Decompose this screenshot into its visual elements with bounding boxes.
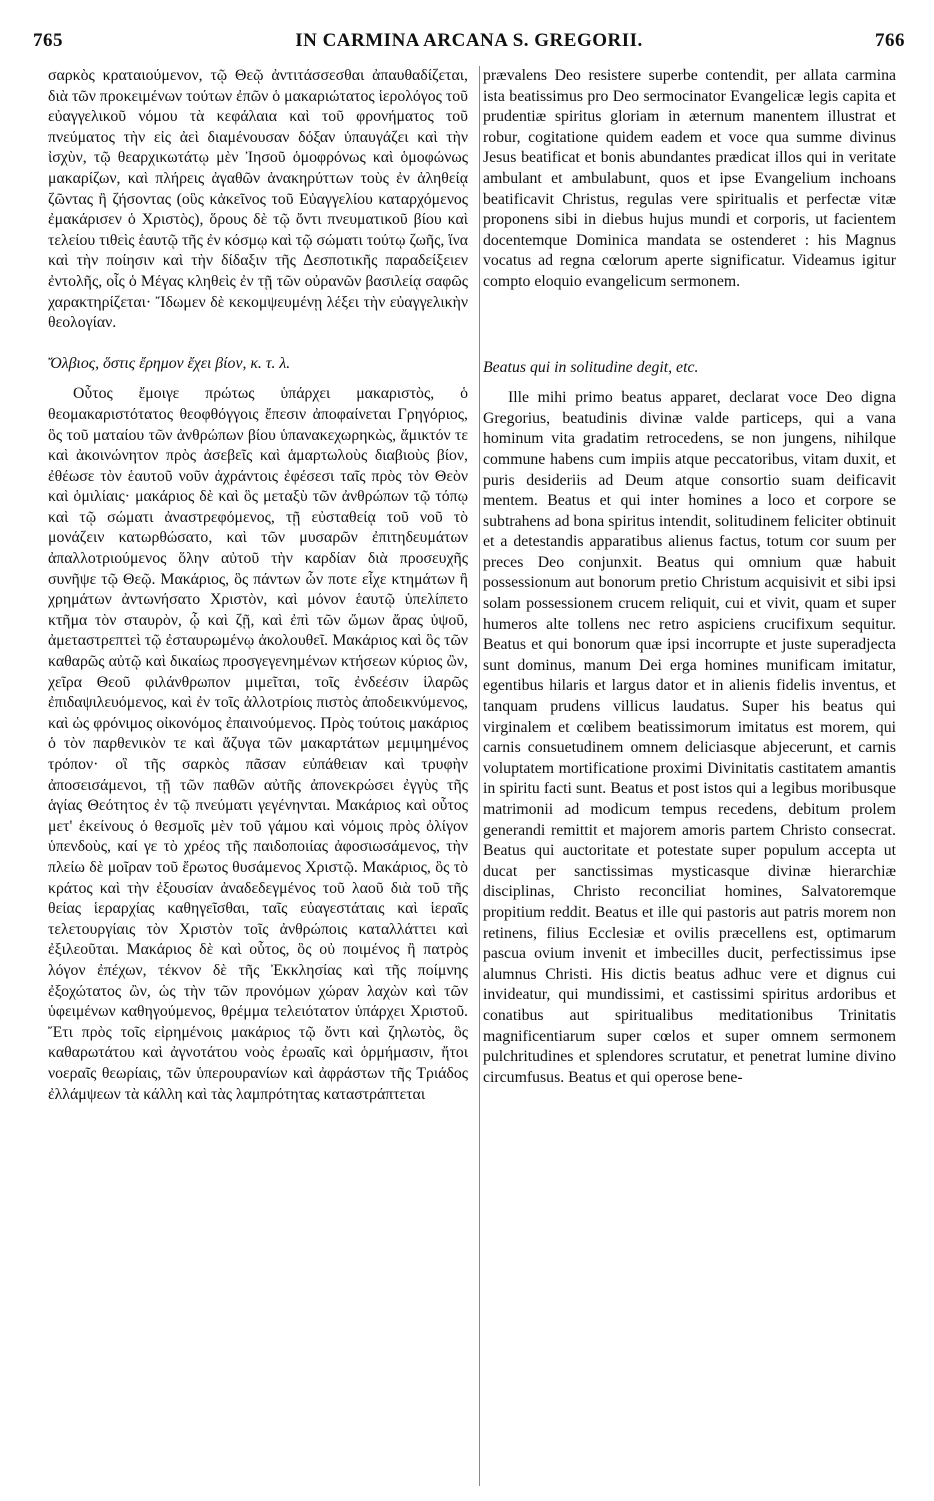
latin-incipit: Beatus qui in solitudine degit, etc. bbox=[483, 358, 699, 376]
greek-incipit: Ὄλβιος, ὅστις ἔρημον ἔχει βίον, κ. τ. λ. bbox=[48, 354, 291, 372]
latin-paragraph-2: Ille mihi primo beatus apparet, declarat voce Deo digna Gregorius, beatudinis divinæ valde particeps, qui a vana hominum vita gradatim retrocedens, se non jungens, nihilque commune habens cum impiis atque peccatoribus, vitam duxit, et puris desideriis ad Deum atque consortio suam deificavit mentem. Beatus et qui inter homines a loco et corpore se subtrahens ad bona spiritus intendit, solitudinem feliciter obtinuit et a detestandis apparatibus alienus factus, totum cor suum per preces Deo conjunxit. Beatus qui omnium quæ habuit possessionum aut bonorum pretio Christum acquisivit et sibi ipsi solam possessionem crucem reliquit, cui et vivit, quam et super humeros alte tollens nec retro aspiciens crucifixum sequitur. Beatus et qui bonorum quæ ipsi incorrupte et juste superadjecta sunt dominus, manum Dei erga homines munificam imitatur, egentibus hilaris et largus dator et in alienis fidelis inventus, et tanquam prudens villicus laudatus. Super his beatus qui virginalem et cœlibem beatissimorum imitatus est morem, qui carnis consuetudinem omnem deliciasque abjecerunt, et carnis voluptatem mortificatione proximi Divinitatis castitatem amantis in spiritu facti sunt. Beatus et post istos qui a legibus moribusque matrimonii ad modicum tempus recedens, debitum prolem generandi remittit et majorem amoris partem Christo consecrat. Beatus qui auctoritate et potestate super populum accepta ut ducat per sanctissimas mysticasque divinæ hierarchiæ disciplinas, Christo reconciliat homines, Salvatoremque propitium reddit. Beatus et ille qui pastoris aut patris morem non retinens, filius Ecclesiæ et ovilis præcellens est, optimarum pascua ovium invenit et imbecilles ducit, perfectissimus ipse alumnus Christi. His dictis beatus adhuc vere et dignus cui invideatur, qui mundissimi, et castissimi spiritus ardoribus et conatibus aut spiritualibus meditationibus Trinitatis magnificentiarum super cœlos et super omnem sermonem pulchritudines et splendores scrutatur, et penetrat lumine divino circumfusus. Beatus et qui operose bene- bbox=[483, 389, 896, 1086]
page-header bbox=[33, 30, 905, 56]
page-number-left: 765 bbox=[33, 30, 63, 51]
running-head: IN CARMINA ARCANA S. GREGORII. bbox=[295, 30, 643, 51]
greek-column bbox=[48, 66, 468, 1105]
page-number-right: 766 bbox=[875, 30, 905, 51]
latin-paragraph-1: prævalens Deo resistere superbe contendit, per allata carmina ista beatissimus pro Deo sermocinator Evangelicæ legis capita et prudentiæ spiritus gloriam in æternum manentem illustrat et robur, cogitatione quidem eadem et voce qua summe divinus Jesus beatificat et bonis abundantes prædicat illos qui in veritate ambulant et ambulabunt, quos et ipse Evangelium inchoans beatificavit Christus, regulas vere spiritualis et perfectæ vitæ proponens sibi in diebus hujus mundi et corporis, ut facientem docentemque Dominica mandata se ostenderet : his Magnus vocatus ad regna cœlorum aperte significatur. Videamus igitur compto eloquio evangelicum sermonem. bbox=[483, 67, 896, 290]
latin-column bbox=[483, 66, 896, 1088]
greek-paragraph-2: Οὗτος ἔμοιγε πρώτως ὑπάρχει μακαριστὸς, ὁ θεομακαριστότατος θεοφθόγγοις ἔπεσιν ἀποφαίνεται Γρηγόριος, ὃς τοῦ ματαίου τῶν ἀνθρώπων βίου ὑπανακεχωρηκὼς, ἄμικτόν τε καὶ ἀκοινώνητον πρὸς ἀσεβεῖς καὶ ἁμαρτωλοὺς διαβιοὺς βίον, ἐθέωσε τὸν ἑαυτοῦ νοῦν ἀχράντοις ἐφέσεσι ταῖς πρὸς τὸν Θεὸν καὶ ὁμιλίαις· μακάριος δὲ καὶ ὃς μεταξὺ τῶν ἀνθρώπων τῷ τόπῳ καὶ τῷ σώματι ἀναστρεφόμενος, τῇ εὐσταθείᾳ τοῦ νοῦ τὸ μονάζειν κατωρθώσατο, καὶ τῶν μυσαρῶν ἐπιτηδευμάτων ἀπαλλοτριούμενος ὅλην αὐτοῦ τὴν καρδίαν διὰ προσευχῆς συνῆψε τῷ Θεῷ. Μακάριος, ὃς πάντων ὧν ποτε εἶχε κτημάτων ἢ χρημάτων ἀντωνήσατο Χριστὸν, καὶ μόνον ἑαυτῷ ὑπελίπετο κτῆμα τὸν σταυρὸν, ᾧ καὶ ζῇ, καὶ ἐπὶ τῶν ὤμων ἄρας ὑψοῦ, ἀμεταστρεπτεὶ τῷ ἐσταυρωμένῳ ἀκολουθεῖ. Μακάριος καὶ ὃς τῶν καθαρῶς αὐτῷ καὶ δικαίως προσγεγενημένων κτήσεων κύριος ὢν, χεῖρα Θεοῦ φιλάνθρωπον μιμεῖται, τοῖς ἐνδεέσιν ἱλαρῶς ἐπιδαψιλευόμενος, καὶ ἐν τοῖς ἀλλοτρίοις πιστὸς ἀποδεικνύμενος, καὶ ὡς φρόνιμος οἰκονόμος ἐπαινούμενος. Πρὸς τούτοις μακάριος ὁ τὸν παρθενικὸν τε καὶ ἄζυγα τῶν μακαρτάτων μεμιμημένος τρόπον· οἳ τῆς σαρκὸς πᾶσαν εὐπάθειαν καὶ τρυφὴν ἀποσεισάμενοι, τῇ τῶν παθῶν αὐτῆς ἀπονεκρώσει ἐγγὺς τῆς ἁγίας Θεότητος ἐν τῷ πνεύματι γεγένηνται. Μακάριος καὶ οὗτος μετ' ἐκείνους ὁ θεσμοῖς μὲν τοῦ γάμου καὶ νόμοις πρὸς ὀλίγον ὑπενδοὺς, καί γε τὸ χρέος τῆς παιδοποιίας ἀφοσιωσάμενος, τὴν πλείω δὲ μοῖραν τοῦ ἔρωτος θυσάμενος Χριστῷ. Μακάριος, ὃς τὸ κράτος καὶ τὴν ἐξουσίαν ἀναδεδεγμένος τοῦ λαοῦ διὰ τοῦ τῆς θείας ἱεραρχίας καθηγεῖσθαι, ταῖς εὐαγεστάταις καὶ ἱεραῖς τελετουργίαις τὸν Χριστὸν τοῖς ἀνθρώποις καταλλάττει καὶ ἐξιλεοῦται. Μακάριος δὲ καὶ οὗτος, ὃς οὐ ποιμένος ἢ πατρὸς λόγον ἐπέχων, τέκνον δὲ τῆς Ἐκκλησίας καὶ τῆς ποίμνης ἐξοχώτατος ὢν, ὡς τὴν τῶν προνόμων χώραν λαχὼν καὶ τῶν ὑφειμένων καθηγούμενος, θρέμμα τελειότατον ὑπάρχει Χριστοῦ. Ἔτι πρὸς τοῖς εἰρημένοις μακάριος τῷ ὄντι καὶ ζηλωτὸς, ὃς καθαρωτάτου καὶ ἀγνοτάτου νοὸς ἐρωαῖς καὶ ὁρμήμασιν, ἤτοι νοεραῖς θεωρίαις, τῶν ὑπερουρανίων καὶ ἀφράστων τῆς Τριάδος ἐλλάμψεων τὰ κάλλη καὶ τὰς λαμπρότητας καταστράπτεται bbox=[48, 385, 468, 1103]
column-divider bbox=[479, 66, 480, 1486]
greek-paragraph-1: σαρκὸς κραταιούμενον, τῷ Θεῷ ἀντιτάσσεσθαι ἀπαυθαδίζεται, διὰ τῶν προκειμένων τούτων ἐπῶν ὁ μακαριώτατος ἱερολόγος τοῦ εὐαγγελικοῦ νόμου τὰ κεφάλαια καὶ τοῦ φρονήματος τοῦ πνεύματος τὴν εἰς ἀεὶ διαμένουσαν δόξαν ὑπαυγάζει καὶ τὴν ἰσχὺν, τῷ θεαρχικωτάτῳ μὲν Ἰησοῦ ὁμοφρόνως καὶ ὁμοφώνως μακαρίζων, καὶ πλήρεις ἀγαθῶν ἀνακηρύττων τοὺς ἐν ἀληθείᾳ ζῶντας ἢ ζήσοντας (οὓς κἀκεῖνος τοῦ Εὐαγγελίου καταρχόμενος ἐμακάρισεν ὁ Χριστὸς), ὅρους δὲ τῷ ὄντι πνευματικοῦ βίου καὶ τελείου τιθεὶς ἑαυτῷ τῆς ἐν κόσμῳ καὶ τῷ σώματι τούτῳ ζωῆς, ἵνα καὶ τὴν ποίησιν καὶ τὴν δίδαξιν τῆς Δεσποτικῆς παραδείξειεν ἐντολῆς, οἷς ὁ Μέγας κληθεὶς ἐν τῇ τῶν οὐρανῶν βασιλείᾳ σαφῶς χαρακτηρίζεται· Ἴδωμεν δὲ κεκομψευμένῃ λέξει τὴν εὐαγγελικὴν θεολογίαν. bbox=[48, 67, 468, 332]
